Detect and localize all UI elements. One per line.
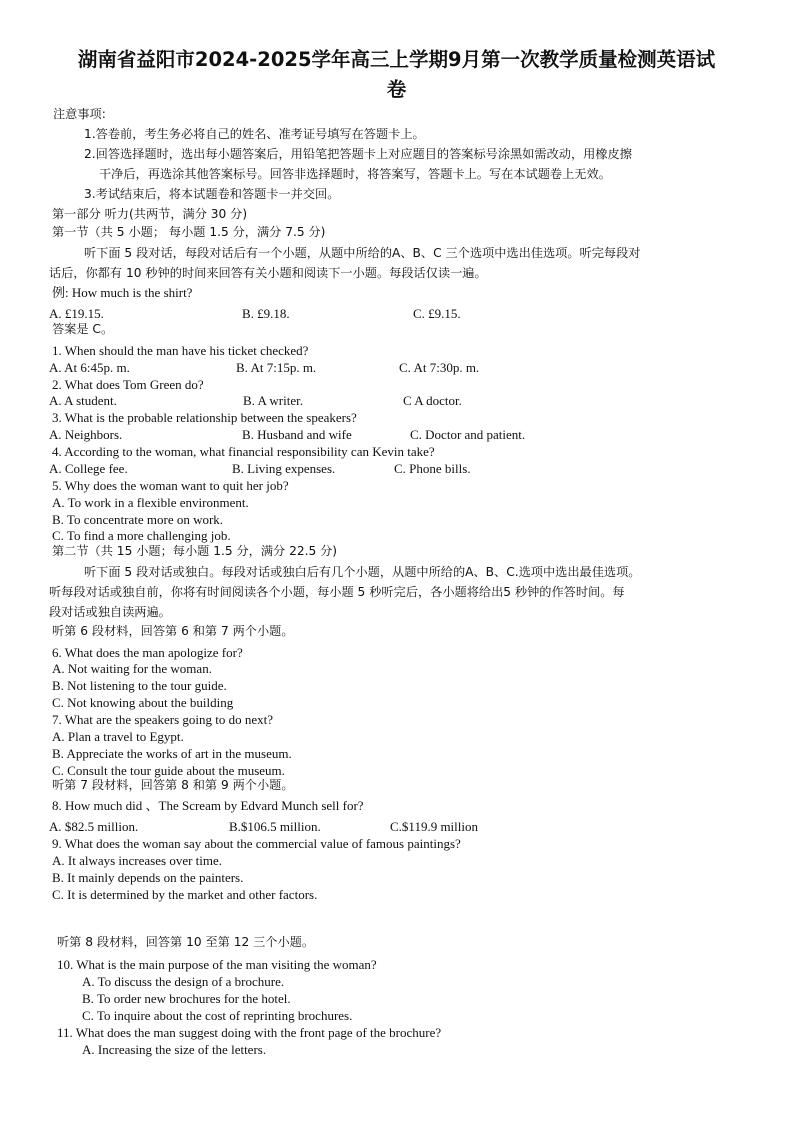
q7-option-c: C. Consult the tour guide about the museum. (52, 763, 285, 778)
section1-instructions-line2: 话后，你都有 10 秒钟的时间来回答有关小题和阅读下一小题。每段话仅读一遍。 (49, 266, 487, 280)
q6-option-a: A. Not waiting for the woman. (52, 661, 212, 676)
q9-option-a: A. It always increases over time. (52, 853, 223, 868)
notice-item-2: 2.回答选择题时，选出每小题答案后，用铅笔把答题卡上对应题目的答案标号涂黑如需改动，用橡皮擦 (84, 147, 632, 161)
q4-option-a: A. College fee. (49, 461, 128, 476)
q5-option-a: A. To work in a flexible environment. (52, 495, 249, 510)
q10-option-a: A. To discuss the design of a brochure. (82, 974, 285, 989)
question-3: 3. What is the probable relationship between the speakers? (52, 410, 357, 425)
question-11: 11. What does the man suggest doing with the front page of the brochure? (57, 1025, 442, 1040)
q5-option-c: C. To find a more challenging job. (52, 528, 231, 543)
notice-item-2-cont: 干净后，再选涂其他答案标号。回答非选择题时，将答案写，答题卡上。写在本试题卷上无效。 (99, 167, 611, 181)
q1-option-b: B. At 7:15p. m. (236, 360, 317, 375)
exam-title-line1: 湖南省益阳市2024-2025学年高三上学期9月第一次教学质量检测英语试 (77, 48, 716, 71)
question-2: 2. What does Tom Green do? (52, 377, 204, 392)
q1-option-a: A. At 6:45p. m. (49, 360, 130, 375)
question-10: 10. What is the main purpose of the man visiting the woman? (57, 957, 377, 972)
q7-option-a: A. Plan a travel to Egypt. (52, 729, 184, 744)
q8-option-a: A. $82.5 million. (49, 819, 139, 834)
q8-option-b: B.$106.5 million. (229, 819, 321, 834)
q2-option-b: B. A writer. (243, 393, 303, 408)
group-7-heading: 听第 7 段材料，回答第 8 和第 9 两个小题。 (52, 778, 294, 792)
section2-instructions-line3: 段对话或独自读两遍。 (49, 605, 171, 619)
q4-option-b: B. Living expenses. (232, 461, 336, 476)
group-8-heading: 听第 8 段材料，回答第 10 至第 12 三个小题。 (57, 935, 315, 949)
notice-item-3: 3.考试结束后，将本试题卷和答题卡一并交回。 (84, 187, 340, 201)
section1-instructions-line1: 听下面 5 段对话，每段对话后有一个小题，从题中所给的A、B、C 三个选项中选出佳选项。听完每段对 (84, 246, 641, 260)
q3-option-b: B. Husband and wife (242, 427, 352, 442)
q5-option-b: B. To concentrate more on work. (52, 512, 224, 527)
question-9: 9. What does the woman say about the commercial value of famous paintings? (52, 836, 461, 851)
example-question: 例: How much is the shirt? (52, 285, 193, 300)
q9-option-c: C. It is determined by the market and other factors. (52, 887, 318, 902)
notice-heading: 注意事项: (53, 107, 106, 121)
notice-item-1: 1.答卷前，考生务必将自己的姓名、准考证号填写在答题卡上。 (84, 127, 425, 141)
question-6: 6. What does the man apologize for? (52, 645, 243, 660)
section1-heading: 第一节（共 5 小题； 每小题 1.5 分，满分 7.5 分) (52, 225, 326, 239)
q10-option-b: B. To order new brochures for the hotel. (82, 991, 291, 1006)
q9-option-b: B. It mainly depends on the painters. (52, 870, 244, 885)
q6-option-b: B. Not listening to the tour guide. (52, 678, 227, 693)
example-option-b: B. £9.18. (242, 306, 290, 321)
q10-option-c: C. To inquire about the cost of reprinting brochures. (82, 1008, 353, 1023)
q7-option-b: B. Appreciate the works of art in the museum. (52, 746, 292, 761)
q11-option-a: A. Increasing the size of the letters. (82, 1042, 267, 1057)
q1-option-c: C. At 7:30p. m. (399, 360, 480, 375)
q3-option-c: C. Doctor and patient. (410, 427, 526, 442)
example-answer: 答案是 C。 (52, 322, 114, 336)
section2-instructions-line2: 听每段对话或独自前，你将有时间阅读各个小题，每小题 5 秒听完后，各小题将给出5 秒钟的作答时间。每 (49, 585, 625, 599)
example-option-a: A. £19.15. (49, 306, 104, 321)
section2-heading: 第二节（共 15 小题；每小题 1.5 分，满分 22.5 分) (52, 544, 338, 558)
question-8: 8. How much did 、The Scream by Edvard Munch sell for? (52, 798, 364, 813)
section2-instructions-line1: 听下面 5 段对话或独白。每段对话或独白后有几个小题，从题中所给的A、B、C.选项中选出最佳选项。 (84, 565, 641, 579)
question-7: 7. What are the speakers going to do next? (52, 712, 274, 727)
q6-option-c: C. Not knowing about the building (52, 695, 234, 710)
exam-title-line2: 卷 (386, 78, 407, 101)
q3-option-a: A. Neighbors. (49, 427, 123, 442)
question-5: 5. Why does the woman want to quit her job? (52, 478, 289, 493)
example-option-c: C. £9.15. (413, 306, 461, 321)
q8-option-c: C.$119.9 million (390, 819, 478, 834)
q2-option-a: A. A student. (49, 393, 117, 408)
q2-option-c: C A doctor. (403, 393, 462, 408)
q4-option-c: C. Phone bills. (394, 461, 471, 476)
part1-heading: 第一部分 听力(共两节，满分 30 分) (52, 207, 248, 221)
question-4: 4. According to the woman, what financial responsibility can Kevin take? (52, 444, 435, 459)
question-1: 1. When should the man have his ticket checked? (52, 343, 309, 358)
group-6-heading: 听第 6 段材料，回答第 6 和第 7 两个小题。 (52, 624, 294, 638)
